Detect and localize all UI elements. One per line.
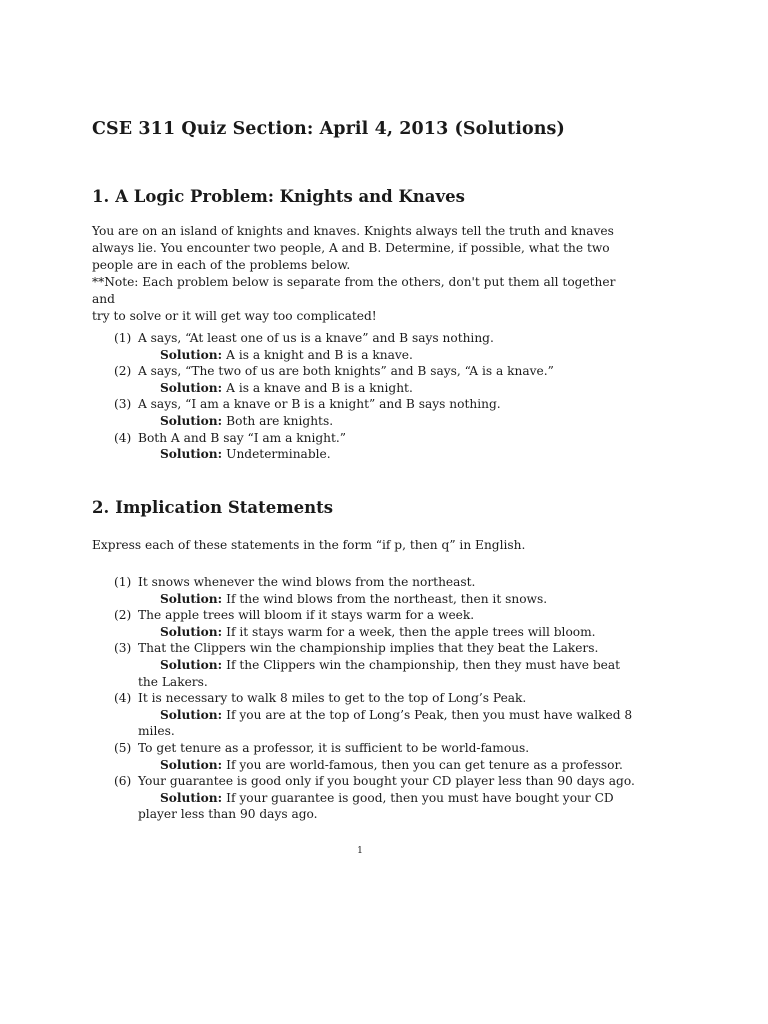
solution-label: Solution: <box>160 707 223 722</box>
problem-number: (5) <box>114 740 132 755</box>
problem-solution <box>138 757 640 774</box>
solution-text: A is a knight and B is a knave. <box>226 347 413 362</box>
document-title: CSE 311 Quiz Section: April 4, 2013 (Solutions) <box>92 119 565 139</box>
problem-number: (2) <box>114 364 132 379</box>
page-number: 1 <box>357 846 363 856</box>
problem-solution <box>138 591 640 608</box>
list-item <box>92 396 640 429</box>
solution-text: If the wind blows from the northeast, then it snows. <box>226 591 548 606</box>
solution-text: If it stays warm for a week, then the apple trees will bloom. <box>226 624 596 639</box>
solution-label: Solution: <box>160 657 223 672</box>
problem-statement: It is necessary to walk 8 miles to get to the top of Long’s Peak. <box>138 691 527 706</box>
problem-number: (2) <box>114 608 132 623</box>
problem-number: (6) <box>114 774 132 789</box>
problem-number: (3) <box>114 397 132 412</box>
problem-statement: A says, “At least one of us is a knave” and B says nothing. <box>138 331 494 345</box>
problem-solution <box>138 790 640 807</box>
intro-line: people are in each of the problems below. <box>92 258 351 272</box>
intro-line: Express each of these statements in the form “if p, then q” in English. <box>92 538 526 552</box>
section-1-number: 1. <box>92 187 110 206</box>
intro-line: always lie. You encounter two people, A and B. Determine, if possible, what the two <box>92 241 610 255</box>
solution-label: Solution: <box>160 591 223 606</box>
section-1-intro <box>92 223 640 325</box>
problem-statement: A says, “I am a knave or B is a knight” and B says nothing. <box>138 397 501 412</box>
section-2-intro <box>92 537 640 554</box>
problem-statement: Both A and B say “I am a knight.” <box>138 430 347 445</box>
intro-line: You are on an island of knights and knaves. Knights always tell the truth and knaves <box>92 224 614 238</box>
list-item <box>92 773 640 823</box>
section-1-heading <box>92 187 465 206</box>
section-2-problem-list <box>92 574 640 823</box>
problem-solution <box>138 707 640 724</box>
problem-solution <box>138 446 640 463</box>
solution-text: If your guarantee is good, then you must have bought your CD <box>226 790 614 805</box>
list-item <box>92 430 640 463</box>
solution-text: If you are world-famous, then you can get tenure as a professor. <box>226 757 623 772</box>
problem-statement: A says, “The two of us are both knights” and B says, “A is a knave.” <box>138 364 554 379</box>
section-1-title: A Logic Problem: Knights and Knaves <box>115 187 465 206</box>
problem-solution <box>138 657 640 674</box>
solution-text: A is a knave and B is a knight. <box>226 380 413 395</box>
problem-solution <box>138 413 640 430</box>
solution-text: Undeterminable. <box>226 447 331 462</box>
problem-solution <box>138 380 640 397</box>
problem-statement: Your guarantee is good only if you bought your CD player less than 90 days ago. <box>138 774 635 789</box>
solution-label: Solution: <box>160 757 223 772</box>
intro-line: try to solve or it will get way too complicated! <box>92 309 377 323</box>
list-item <box>92 574 640 607</box>
solution-continuation: player less than 90 days ago. <box>138 807 318 822</box>
problem-statement: To get tenure as a professor, it is sufficient to be world-famous. <box>138 740 530 755</box>
section-1-problem-list <box>92 330 640 463</box>
problem-number: (4) <box>114 430 132 445</box>
section-2-number: 2. <box>92 498 110 517</box>
list-item <box>92 690 640 740</box>
intro-line: **Note: Each problem below is separate from the others, don't put them all together and <box>92 275 616 306</box>
problem-solution <box>138 347 640 364</box>
problem-solution <box>138 624 640 641</box>
list-item <box>92 363 640 396</box>
solution-label: Solution: <box>160 447 223 462</box>
solution-text: If you are at the top of Long’s Peak, then you must have walked 8 <box>226 707 633 722</box>
solution-label: Solution: <box>160 790 223 805</box>
problem-number: (1) <box>114 575 132 589</box>
problem-number: (3) <box>114 641 132 656</box>
section-2-heading <box>92 498 333 517</box>
solution-label: Solution: <box>160 347 223 362</box>
solution-label: Solution: <box>160 624 223 639</box>
problem-number: (1) <box>114 331 132 345</box>
problem-number: (4) <box>114 691 132 706</box>
problem-statement: That the Clippers win the championship implies that they beat the Lakers. <box>138 641 599 656</box>
problem-statement: The apple trees will bloom if it stays warm for a week. <box>138 608 475 623</box>
solution-text: Both are knights. <box>226 413 334 428</box>
solution-label: Solution: <box>160 413 223 428</box>
list-item <box>92 330 640 363</box>
list-item <box>92 740 640 773</box>
solution-continuation: miles. <box>138 724 175 739</box>
solution-text: If the Clippers win the championship, then they must have beat <box>226 657 621 672</box>
list-item <box>92 607 640 640</box>
solution-continuation: the Lakers. <box>138 674 208 689</box>
solution-label: Solution: <box>160 380 223 395</box>
section-2-title: Implication Statements <box>115 498 334 517</box>
list-item <box>92 640 640 690</box>
problem-statement: It snows whenever the wind blows from the northeast. <box>138 575 476 589</box>
